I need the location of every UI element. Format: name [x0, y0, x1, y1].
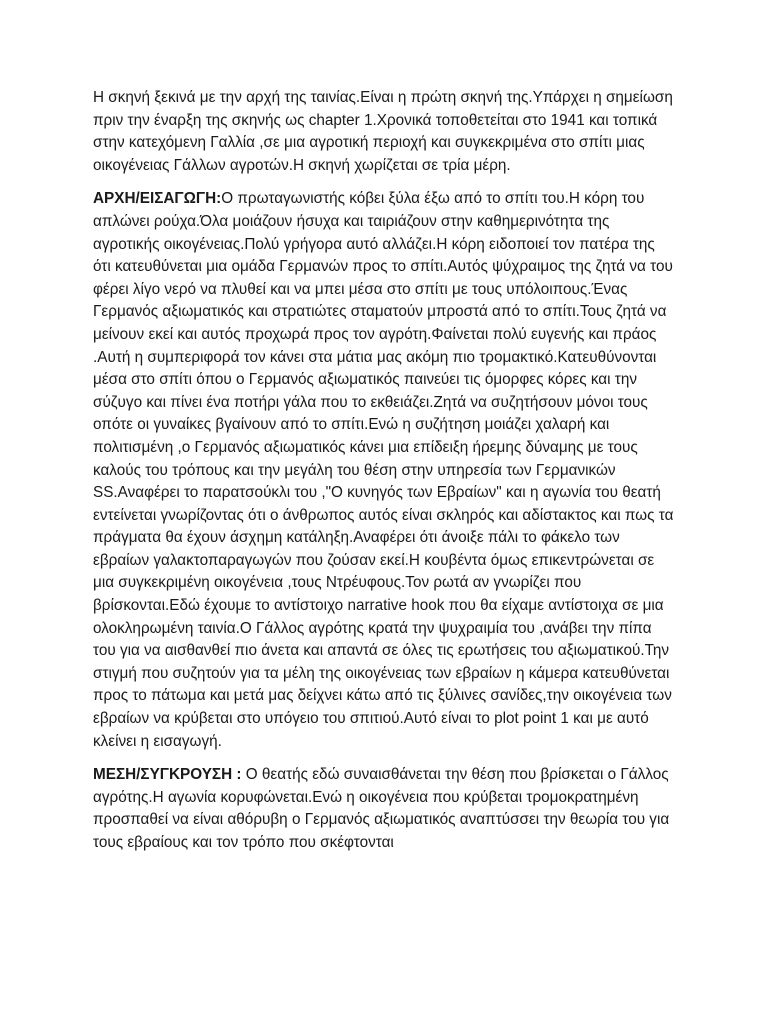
paragraph-intro: [93, 87, 675, 177]
paragraph-text: Ο πρωταγωνιστής κόβει ξύλα έξω από το σπίτι του.Η κόρη του απλώνει ρούχα.Όλα μοιάζουν ήσυχα και ταιριάζουν στην καθημερινότητα της αγροτικής οικογένειας.Πολύ γρήγορα αυτό αλλάζει.Η κόρη ειδοποιεί τον πατέρα της ότι κατευθύνεται μια ομάδα Γερμανών προς το σπίτι.Αυτός ψύχραιμος της ζητά να του φέρει λίγο νερό να πλυθεί και να μπει μέσα στο σπίτι με τους υπόλοιπους.Ένας Γερμανός αξιωματικός και στρατιώτες σταματούν μπροστά από το σπίτι.Τους ζητά να μείνουν εκεί και αυτός προχωρά προς τον αγρότη.Φαίνεται πολύ ευγενής και πράος .Αυτή η συμπεριφορά τον κάνει στα μάτια μας ακόμη πιο τρομακτικό.Κατευθύνονται μέσα στο σπίτι όπου ο Γερμανός αξιωματικός παινεύει τις όμορφες κόρες και την σύζυγο και πίνει ένα ποτήρι γάλα που το εκθειάζει.Ζητά να συζητήσουν μόνοι τους οπότε οι γυναίκες βγαίνουν από το σπίτι.Ενώ η συζήτηση μοιάζει χαλαρή και πολιτισμένη ,ο Γερμανός αξιωματικός κάνει μια επίδειξη ήρεμης δύναμης με τους καλούς του τρόπους και την μεγάλη του θέση στην υπηρεσία των Γερμανικών SS.Αναφέρει το παρατσούκλι του ,"Ο κυνηγός των Εβραίων" και η αγωνία του θεατή εντείνεται γνωρίζοντας ότι ο άνθρωπος αυτός είναι σκληρός και αδίστακτος και πως τα πράγματα θα έχουν άσχημη κατάληξη.Αναφέρει ότι άνοιξε πάλι το φάκελο των εβραίων γαλακτοπαραγωγών που ζούσαν εκεί.Η κουβέντα όμως επικεντρώνεται σε μια συγκεκριμένη οικογένεια ,τους Ντρέυφους.Τον ρωτά αν γνωρίζει που βρίσκονται.Εδώ έχουμε το αντίστοιχο narrative hook που θα είχαμε αντίστοιχα σε μια ολοκληρωμένη ταινία.Ο Γάλλος αγρότης κρατά την ψυχραιμία του ,ανάβει την πίπα του για να αισθανθεί πιο άνετα και απαντά σε όλες τις ερωτήσεις του αξιωματικού.Την στιγμή που συζητούν για τα μέλη της οικογένειας των εβραίων η κάμερα κατευθύνεται προς το πάτωμα και μετά μας δείχνει κάτω από τις ξύλινες σανίδες,την οικογένεια των εβραίων να κρύβεται στο υπόγειο του σπιτιού.Αυτό είναι το plot point 1 και με αυτό κλείνει η εισαγωγή.: [93, 190, 674, 750]
section-heading-middle: ΜΕΣΗ/ΣΥΓΚΡΟΥΣΗ :: [93, 766, 242, 784]
section-heading-beginning: ΑΡΧΗ/ΕΙΣΑΓΩΓΗ:: [93, 190, 222, 208]
paragraph-text: Η σκηνή ξεκινά με την αρχή της ταινίας.Είναι η πρώτη σκηνή της.Υπάρχει η σημείωση πριν την έναρξη της σκηνής ως chapter 1.Χρονικά τοποθετείται στο 1941 και τοπικά στην κατεχόμενη Γαλλία ,σε μια αγροτική περιοχή και συγκεκριμένα στο σπίτι μιας οικογένειας Γάλλων αγροτών.Η σκηνή χωρίζεται σε τρία μέρη.: [93, 89, 673, 174]
paragraph-text: Ο θεατής εδώ συναισθάνεται την θέση που βρίσκεται ο Γάλλος αγρότης.Η αγωνία κορυφώνεται.Ενώ η οικογένεια που κρύβεται τρομοκρατημένη προσπαθεί να είναι αθόρυβη ο Γερμανός αξιωματικός αναπτύσσει την θεωρία του για τους εβραίους και τον τρόπο που σκέφτονται: [93, 766, 670, 851]
paragraph-middle: [93, 764, 675, 854]
document-body: [93, 87, 675, 866]
paragraph-beginning: [93, 188, 675, 753]
